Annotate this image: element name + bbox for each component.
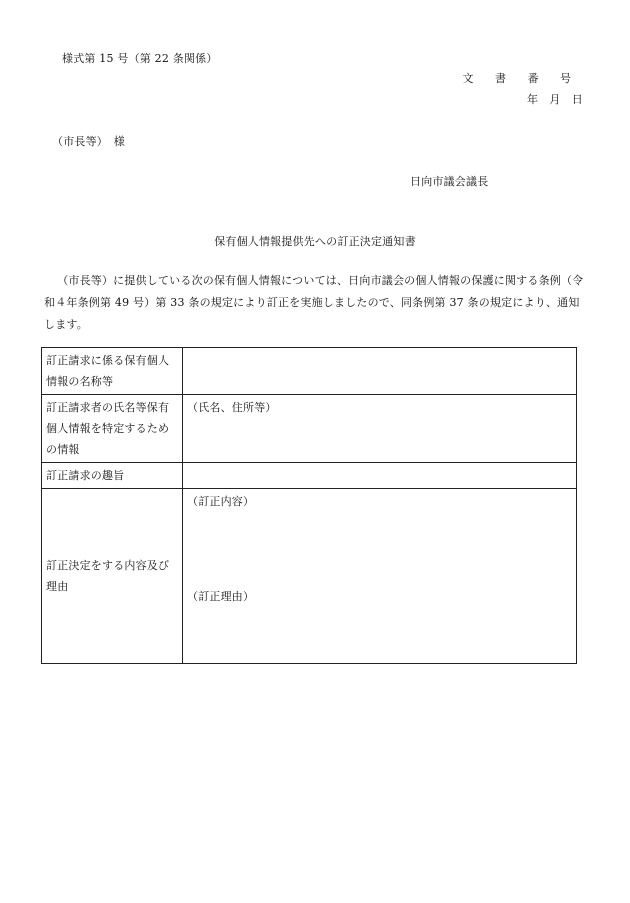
row-value-decision	[183, 489, 577, 664]
correction-reason-label: （訂正理由）	[187, 590, 255, 603]
table-row	[42, 489, 577, 664]
addressee: （市長等） 様	[52, 135, 125, 148]
row-value-requester-info: （氏名、住所等）	[183, 395, 577, 463]
row-label-decision: 訂正決定をする内容及び理由	[42, 489, 183, 664]
document-title: 保有個人情報提供先への訂正決定通知書	[214, 235, 416, 248]
row-value-info-name	[183, 348, 577, 395]
row-label-requester-info: 訂正請求者の氏名等保有個人情報を特定するための情報	[42, 395, 183, 463]
sender: 日向市議会議長	[410, 175, 489, 188]
correction-content-space	[187, 512, 572, 586]
table-row	[42, 348, 577, 395]
body-paragraph: （市長等）に提供している次の保有個人情報については、日向市議会の個人情報の保護に関する条例（令和４年条例第 49 号）第 33 条の規定により訂正を実施しましたので、同条例第 37 条の規定により、通知します。	[44, 274, 584, 331]
table-row	[42, 463, 577, 489]
correction-content-label: （訂正内容）	[187, 495, 255, 508]
document-date-label: 年 月 日	[527, 93, 583, 106]
row-label-request-purpose: 訂正請求の趣旨	[42, 463, 183, 489]
information-table	[41, 347, 577, 664]
row-label-info-name: 訂正請求に係る保有個人情報の名称等	[42, 348, 183, 395]
document-number-label: 文 書 番 号	[462, 72, 580, 85]
form-number: 様式第 15 号（第 22 条関係）	[62, 52, 218, 65]
row-value-request-purpose	[183, 463, 577, 489]
table-row	[42, 395, 577, 463]
